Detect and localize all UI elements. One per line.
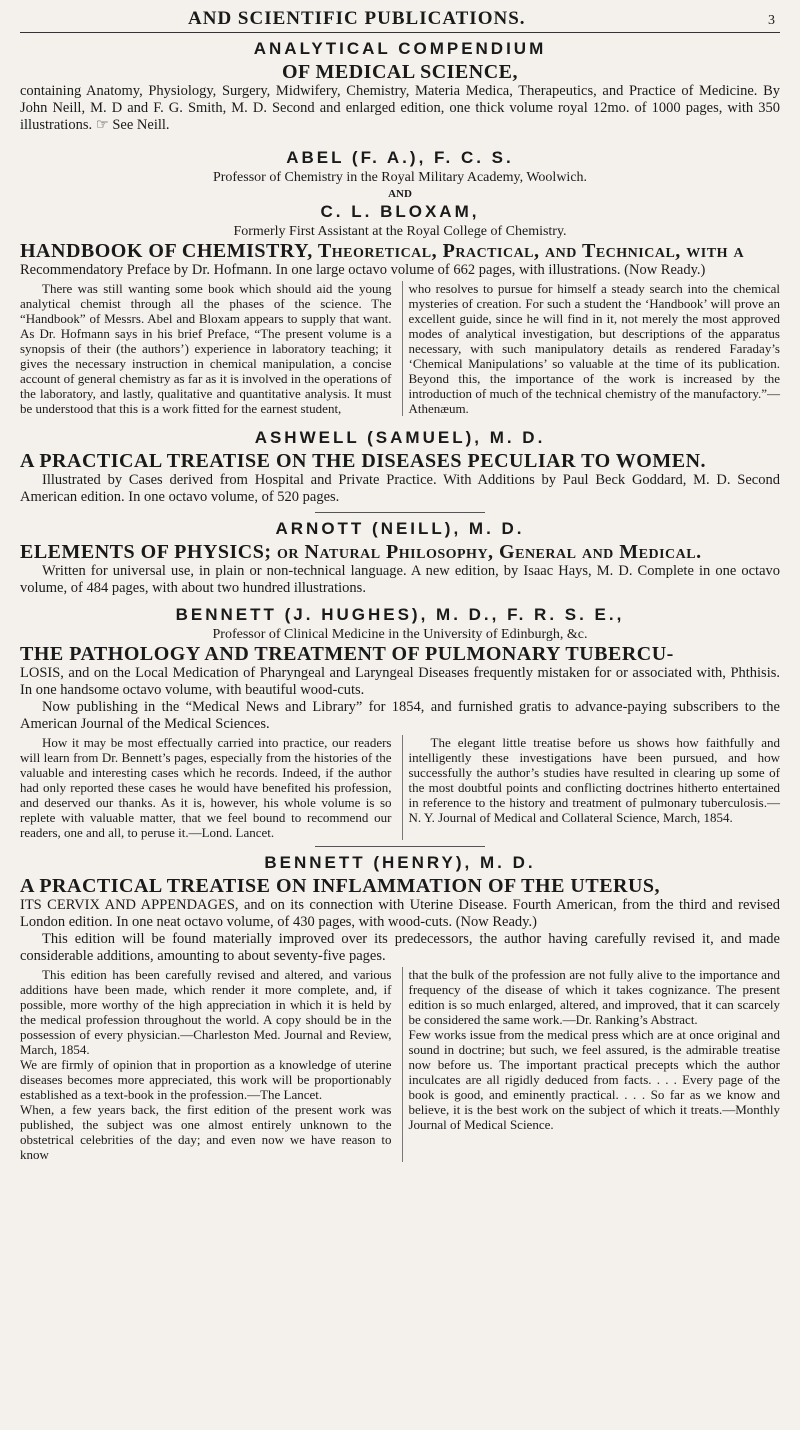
author-affiliation: Professor of Chemistry in the Royal Military Academy, Woolwich. (212, 170, 588, 185)
entry-bennett-hughes (20, 605, 780, 840)
entry-title: OF MEDICAL SCIENCE, (281, 61, 518, 83)
entry-title: A PRACTICAL TREATISE ON THE DISEASES PECULIAR TO WOMEN. (20, 450, 707, 472)
review-text-right: The elegant little treatise before us shows how faithfully and intelligently these investigations have been pursued, and how successfully the author’s studies have resulted in clearing up some of the most doubtful points and conflicting doctrines hitherto entertained in reference to the history and treatment of pulmonary tuberculosis.—N. Y. Journal of Medical and Collateral Science, March, 1854. (408, 735, 780, 825)
review-columns (20, 281, 780, 416)
divider (315, 512, 485, 513)
entry-title: ELEMENTS OF PHYSICS; or Natural Philosophy, General and Medical. (20, 541, 702, 563)
review-text-left: How it may be most effectually carried into practice, our readers will learn from Dr. Bennett’s pages, especially from the histories of the valuable and interesting cases which he records. Indeed, if the author had only reported these cases he would have benefited his profession, and deserved our thanks. As it is, however, his whole volume is so replete with valuable matter, that we feel bound to recommend our readers, one and all, to peruse it.—Lond. Lancet. (20, 735, 392, 840)
entry-title: THE PATHOLOGY AND TREATMENT OF PULMONARY TUBERCU- (20, 643, 674, 665)
entry-arnott (20, 519, 780, 597)
entry-heading: BENNETT (HENRY), M. D. (264, 853, 536, 872)
entry-compendium (20, 39, 780, 134)
entry-body: LOSIS, and on the Local Medication of Pharyngeal and Laryngeal Diseases frequently mistaken for or associated with, Phthisis. In one handsome octavo volume, with beautiful wood-cuts. (20, 665, 780, 698)
coauthor-affiliation: Formerly First Assistant at the Royal College of Chemistry. (233, 224, 567, 239)
entry-heading: BENNETT (J. HUGHES), M. D., F. R. S. E., (175, 605, 625, 624)
entry-heading: ASHWELL (SAMUEL), M. D. (254, 428, 546, 447)
review-right (402, 735, 781, 840)
entry-body: Recommendatory Preface by Dr. Hofmann. In one large octavo volume of 662 pages, with illustrations. (Now Ready.) (20, 262, 706, 278)
coauthor-heading: C. L. BLOXAM, (320, 202, 480, 221)
entry-bennett-henry (20, 853, 780, 1162)
review-right (402, 967, 781, 1162)
review-left (20, 735, 392, 840)
page-number: 3 (768, 13, 776, 28)
review-text-right: that the bulk of the profession are not fully alive to the importance and frequency of the disease of which it takes cognizance. The present edition is so much enlarged, altered, and improved, that it can scarcely be considered the same work.—Dr. Ranking’s Abstract. Few works issue from the medical press which are at once original and sound in doctrine; but such, we feel assured, is the admirable treatise now before us. The important practical precepts which the author inculcates are all rigidly deduced from facts. . . . Every page of the book is good, and eminently practical. . . . So far as we know and believe, it is the best work on the subject of which it treats.—Monthly Journal of Medical Science. (408, 967, 780, 1132)
entry-title: A PRACTICAL TREATISE ON INFLAMMATION OF THE UTERUS, (20, 875, 661, 897)
running-header (20, 8, 780, 33)
review-right (402, 281, 781, 416)
entry-abel (20, 148, 780, 416)
entry-body: Illustrated by Cases derived from Hospital and Private Practice. With Additions by Paul Beck Goddard, M. D. Second American edition. In one octavo volume, of 520 pages. (20, 472, 780, 505)
entry-title: HANDBOOK OF CHEMISTRY, Theoretical, Practical, and Technical, with a (20, 240, 745, 262)
entry-ashwell (20, 428, 780, 506)
author-affiliation: Professor of Clinical Medicine in the University of Edinburgh, &c. (212, 627, 588, 642)
divider (315, 846, 485, 847)
entry-body-note: This edition will be found materially improved over its predecessors, the author having carefully revised it, and made considerable additions, amounting to about seventy-five pages. (20, 931, 780, 964)
review-columns (20, 735, 780, 840)
review-text-left: This edition has been carefully revised and altered, and various additions have been made, which render it more complete, and, if possible, more worthy of the high appreciation in which it is held by the medical profession throughout the world. A copy should be in the possession of every physician.—Charleston Med. Journal and Review, March, 1854. We are firmly of opinion that in proportion as a knowledge of uterine diseases becomes more appreciated, this work will be proportionably established as a text-book in the profession.—The Lancet. When, a few years back, the first edition of the present work was published, the subject was one almost entirely unknown to the obstetrical celebrities of the day; and even now we have reason to know (20, 967, 392, 1162)
review-text-left: There was still wanting some book which should aid the young analytical chemist through all the phases of the science. The “Handbook” of Messrs. Abel and Bloxam appears to supply that want. As Dr. Hofmann says in his brief Preface, “The present volume is a synopsis of their (the authors’) experience in laboratory teaching; it gives the necessary instruction in chemical manipulation, a concise account of general chemistry as far as it is involved in the operations of the laboratory, and lastly, qualitative and quantitative analysis. It must be understood that this is a work fitted for the earnest student, (20, 281, 392, 416)
review-text-right: who resolves to pursue for himself a steady search into the chemical mysteries of creation. For such a student the ‘Handbook’ will prove an excellent guide, since he will find in it, not merely the most approved modes of analytical investigation, but descriptions of the apparatus necessary, with such manipulatory details as rendered Faraday’s ‘Chemical Manipulations’ so valuable at the time of its publication. Beyond this, the importance of the work is increased by the introduction of much of the technical chemistry of the manufactory.”—Athenæum. (408, 281, 780, 416)
entry-body: ITS CERVIX AND APPENDAGES, and on its connection with Uterine Disease. Fourth American, from the third and revised London edition. In one neat octavo volume, of 430 pages, with wood-cuts. (Now Ready.) (20, 897, 780, 930)
review-left (20, 281, 392, 416)
review-left (20, 967, 392, 1162)
review-columns (20, 967, 780, 1162)
entry-body: Written for universal use, in plain or non-technical language. A new edition, by Isaac Hays, M. D. Complete in one octavo volume, of 484 pages, with about two hundred illustrations. (20, 563, 780, 596)
document-page (20, 0, 780, 1408)
entry-body: containing Anatomy, Physiology, Surgery, Midwifery, Chemistry, Materia Medica, Therapeutics, and Practice of Medicine. By John Neill, M. D and F. G. Smith, M. D. Second and enlarged edition, one thick volume royal 12mo. of 1000 pages, with 350 illustrations. ☞ See Neill. (20, 83, 780, 133)
entry-body-note: Now publishing in the “Medical News and Library” for 1854, and furnished gratis to advance-paying subscribers to the American Journal of the Medical Sciences. (20, 699, 780, 732)
entry-heading: ANALYTICAL COMPENDIUM (253, 39, 547, 58)
entry-heading: ABEL (F. A.), F. C. S. (286, 148, 514, 167)
entry-heading: ARNOTT (NEILL), M. D. (275, 519, 525, 538)
and-separator: AND (388, 188, 412, 200)
header-title: AND SCIENTIFIC PUBLICATIONS. (188, 8, 526, 29)
